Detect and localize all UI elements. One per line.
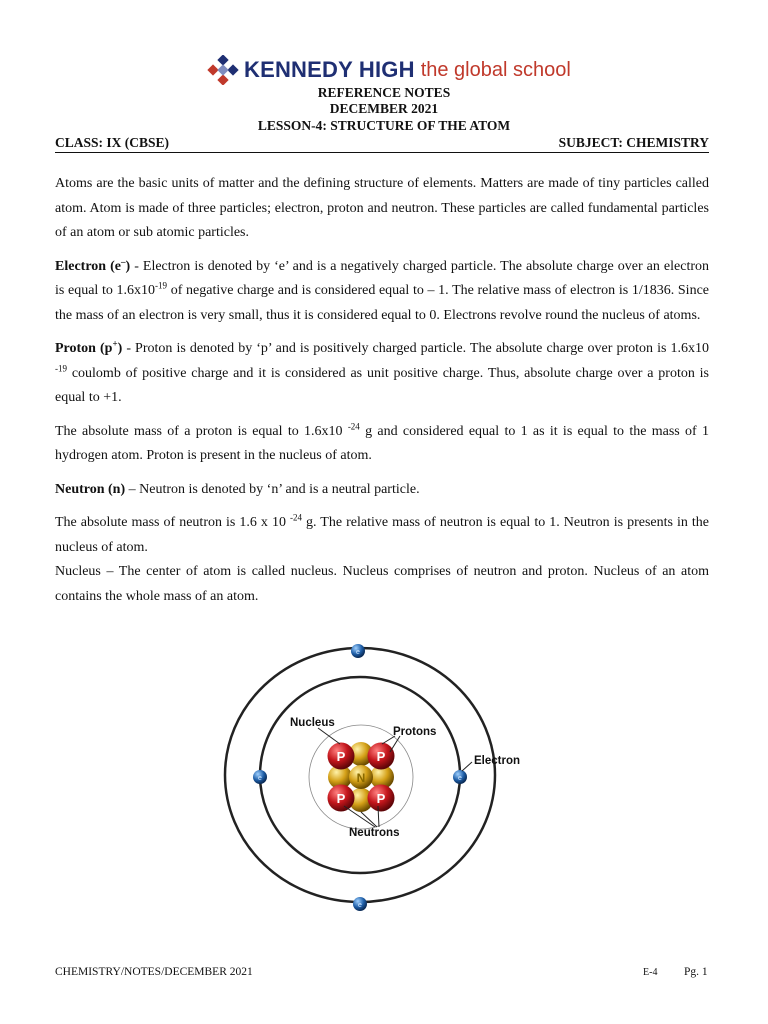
proton-symbol: P: [376, 791, 386, 806]
subject-label: SUBJECT: CHEMISTRY: [558, 135, 709, 150]
electron-exponent: -19: [155, 280, 168, 291]
protons-label: Protons: [393, 726, 437, 738]
neutrons-label: Neutrons: [349, 827, 400, 839]
nucleus-cluster: [328, 742, 395, 812]
proton-label: Proton (p: [55, 341, 113, 356]
page-number: Pg. 1: [684, 966, 708, 978]
electron-symbol: e: [458, 775, 462, 782]
proton-exponent: -19: [55, 362, 67, 373]
electron-label-close: ): [125, 258, 131, 274]
proton-text-2: coulomb of positive charge and it is considered as unit positive charge. Thus, absolute charge over a proton is equal to +1.: [55, 365, 709, 405]
electron-symbol: e: [358, 902, 362, 909]
footer-left: CHEMISTRY/NOTES/DECEMBER 2021: [55, 966, 253, 978]
electron-label: Electron: [474, 755, 520, 767]
electron-label: Electron (e: [55, 258, 121, 274]
atom-structure-figure: [220, 640, 520, 915]
footer-code: E-4: [643, 967, 658, 978]
doc-type: REFERENCE NOTES: [317, 85, 451, 100]
proton-symbol: P: [376, 749, 386, 764]
atom-diagram: [220, 640, 520, 920]
doc-date: DECEMBER 2021: [329, 101, 439, 116]
neutron-mass-text-2: g. The relative mass of neutron is equal to 1. Neutron is presents in the nucleus of atom.: [55, 515, 710, 555]
electron-text-1: - Electron is denoted by ‘e’ and is a negatively charged particle. The absolute charge over an electron is equal to 1.6x10: [55, 258, 709, 298]
proton-label-sup: +: [112, 338, 118, 349]
proton-symbol: P: [336, 791, 346, 806]
electron-paragraph: [55, 255, 709, 329]
proton-label-close: ): [117, 341, 123, 356]
proton-text-1: - Proton is denoted by ‘p’ and is positively charged particle. The absolute charge over proton is 1.6x10: [122, 341, 709, 356]
school-logo: [206, 53, 571, 87]
class-label: CLASS: IX (CBSE): [55, 135, 170, 150]
electron-heading: [55, 255, 131, 274]
class-subject-row: [55, 135, 709, 153]
proton-heading: [55, 338, 123, 356]
neutron-heading: Neutron (n): [55, 481, 126, 497]
electron-symbol: e: [356, 649, 360, 656]
diamond-logo-icon: [206, 55, 240, 85]
neutron-paragraph: [55, 478, 709, 503]
electron-label-sup: –: [120, 255, 126, 266]
lesson-title: LESSON-4: STRUCTURE OF THE ATOM: [257, 118, 511, 133]
logo-main-text: KENNEDY HIGH: [244, 57, 415, 82]
neutron-text: – Neutron is denoted by ‘n’ and is a neutral particle.: [125, 481, 420, 497]
neutron-mass-exponent: -24: [289, 512, 302, 523]
logo-sub-text: the global school: [420, 58, 571, 81]
intro-paragraph: Atoms are the basic units of matter and the defining structure of elements. Matters are made of tiny particles called atom. Atom is made of three particles; electron, proton and neutron. These particles are called fundamental particles of an atom or sub atomic particles.: [55, 176, 709, 240]
proton-symbol: P: [336, 749, 346, 764]
neutron-mass-text-1: The absolute mass of neutron is 1.6 x 10: [55, 515, 290, 530]
proton-mass-text-1: The absolute mass of a proton is equal to 1.6x10: [55, 423, 348, 439]
proton-mass-exponent: -24: [347, 420, 360, 431]
electron-symbol: e: [258, 775, 262, 782]
proton-mass-text-2: g and considered equal to 1 as it is equal to the mass of 1 hydrogen atom. Proton is present in the nucleus of atom.: [55, 423, 709, 463]
nucleus-label: Nucleus: [290, 717, 335, 729]
electron-text-2: of negative charge and is considered equal to – 1. The relative mass of electron is 1/1836. Since the mass of an electron is very small, thus it is considered equal to 0. Electrons revolve round the nucleus of atoms.: [55, 283, 709, 323]
neutron-mass-paragraph: [55, 511, 709, 560]
nucleus-paragraph: Nucleus – The center of atom is called nucleus. Nucleus comprises of neutron and proton. Nucleus of an atom contains the whole mass of an atom.: [55, 564, 709, 604]
proton-mass-paragraph: [55, 420, 709, 469]
neutron-symbol: N: [356, 771, 366, 785]
notes-body: [55, 172, 709, 618]
proton-paragraph: [55, 337, 709, 411]
